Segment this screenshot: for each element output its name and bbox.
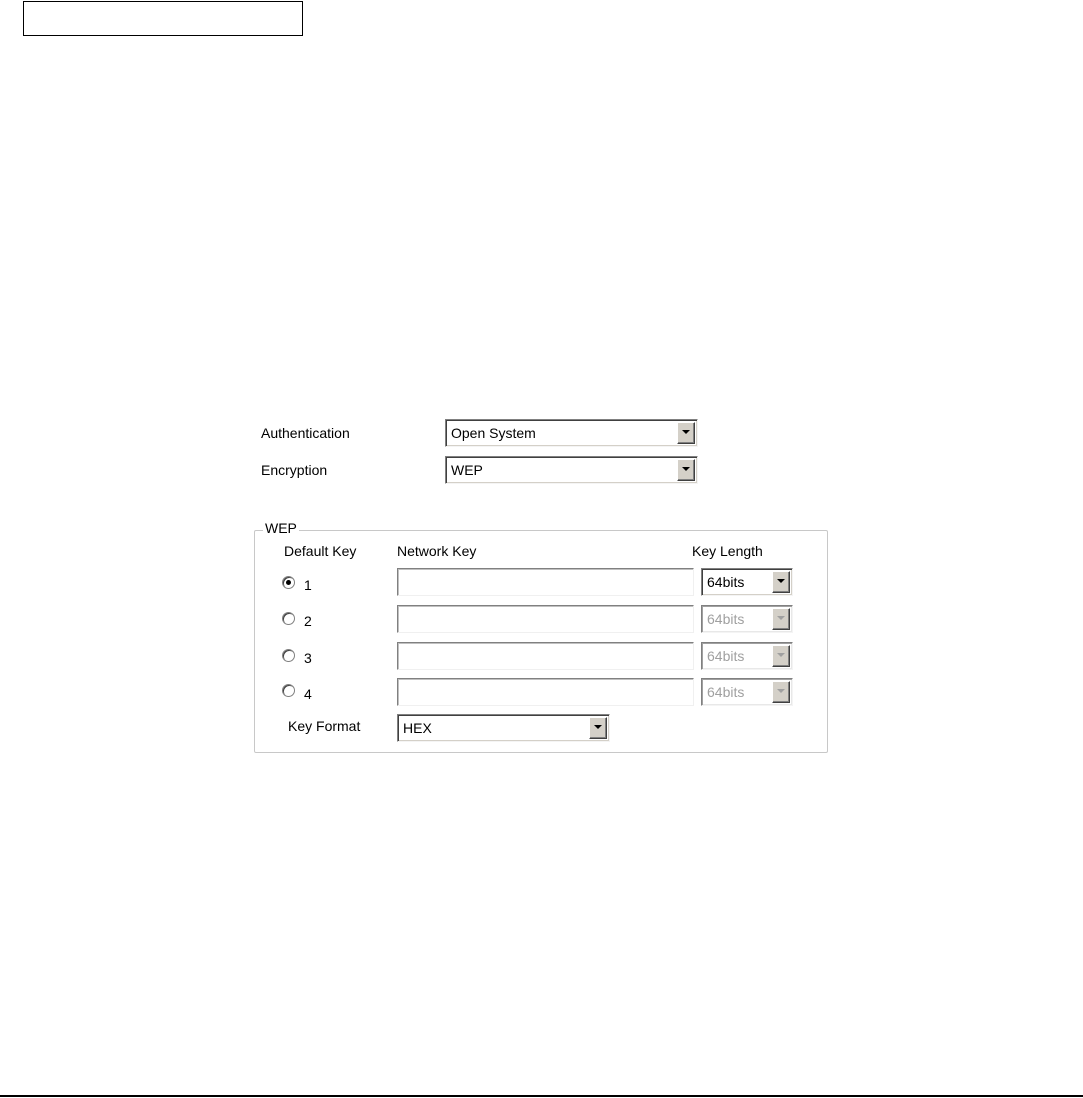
key-format-dropdown-button[interactable]	[589, 717, 607, 739]
default-key-radio-label-3: 3	[304, 650, 312, 666]
authentication-select[interactable]	[445, 419, 698, 447]
key-length-select-3	[701, 642, 793, 670]
encryption-select[interactable]	[445, 456, 698, 484]
chevron-down-icon	[777, 579, 785, 583]
default-key-radio-2[interactable]	[282, 612, 295, 625]
key-format-value: HEX	[403, 720, 432, 736]
network-key-input-2[interactable]	[397, 605, 694, 633]
default-key-radio-label-1: 1	[304, 577, 312, 593]
default-key-radio-3[interactable]	[282, 649, 295, 662]
network-key-input-4[interactable]	[397, 678, 694, 706]
key-length-select-4	[701, 678, 793, 706]
bottom-divider	[0, 1095, 1083, 1097]
chevron-down-icon	[594, 725, 602, 729]
authentication-label: Authentication	[261, 425, 350, 441]
encryption-label: Encryption	[261, 462, 328, 478]
chevron-down-icon	[777, 616, 785, 620]
wep-groupbox-title: WEP	[265, 520, 297, 536]
key-length-value-3: 64bits	[707, 648, 745, 664]
default-key-radio-label-4: 4	[304, 686, 312, 702]
key-length-value-1: 64bits	[707, 574, 745, 590]
key-length-value-2: 64bits	[707, 611, 745, 627]
caption-frame	[23, 1, 303, 36]
key-length-dropdown-button-3	[772, 645, 790, 667]
chevron-down-icon	[682, 430, 690, 434]
encryption-value: WEP	[451, 462, 483, 478]
key-length-value-4: 64bits	[707, 684, 745, 700]
default-key-header: Default Key	[284, 543, 357, 559]
network-key-header: Network Key	[397, 543, 477, 559]
key-length-select-1[interactable]	[701, 568, 793, 596]
default-key-radio-label-2: 2	[304, 613, 312, 629]
network-key-input-3[interactable]	[397, 642, 694, 670]
key-length-dropdown-button-2	[772, 608, 790, 630]
key-length-dropdown-button-1[interactable]	[772, 571, 790, 593]
network-key-input-1[interactable]	[397, 568, 694, 596]
key-length-select-2	[701, 605, 793, 633]
encryption-dropdown-button[interactable]	[677, 459, 695, 481]
key-format-label: Key Format	[288, 718, 361, 734]
key-length-header: Key Length	[692, 543, 763, 559]
chevron-down-icon	[777, 689, 785, 693]
default-key-radio-4[interactable]	[282, 684, 295, 697]
authentication-dropdown-button[interactable]	[677, 422, 695, 444]
default-key-radio-1[interactable]	[282, 576, 295, 589]
key-length-dropdown-button-4	[772, 681, 790, 703]
radio-selected-dot	[286, 580, 291, 585]
chevron-down-icon	[682, 467, 690, 471]
chevron-down-icon	[777, 653, 785, 657]
key-format-select[interactable]	[397, 714, 610, 742]
authentication-value: Open System	[451, 425, 536, 441]
